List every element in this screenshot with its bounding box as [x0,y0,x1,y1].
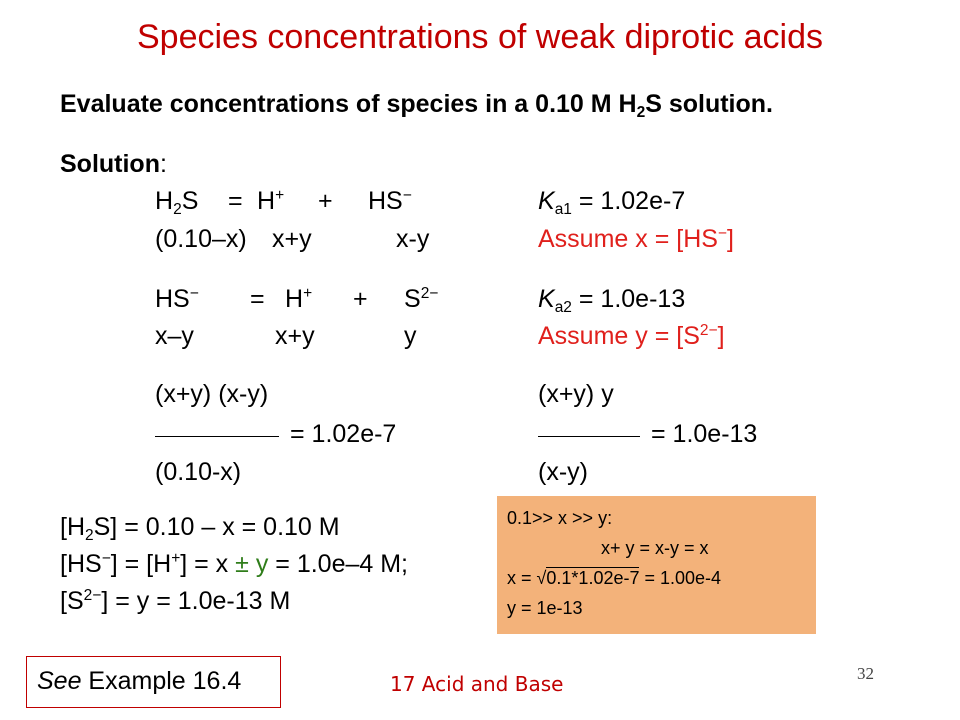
slide-title: Species concentrations of weak diprotic acids [136,18,824,56]
assume-y: Assume $y = [S^{2-}]$ [538,322,725,350]
eq1-hs-ion: HS− [368,187,412,215]
row2-col1: x–y [155,322,194,350]
eq1-h-ion: H+ [257,187,285,215]
eq2-h-ion: H+ [285,285,313,313]
eq2-hs: HS− [155,285,199,313]
frac2-equals: = 1.0e-13 [651,420,758,448]
row1-col1: (0.10–x) [155,225,247,253]
solution-colon: : [159,150,167,178]
see-example-text: See Example 16.4 [37,667,242,695]
problem-text-end: S solution. [645,90,773,118]
ka2-value: $K_{a2} = 1.0e-13$ [538,285,686,317]
eq2-s-ion: $S^{2-}$ [404,285,439,313]
result-hs: [HS−] = [H+] = x ± y = 1.0e–4 M; [60,550,409,578]
row2-col3: y [404,322,417,350]
problem-sub: 2 [636,104,646,122]
frac2-numerator: (x+y) y [538,380,614,408]
frac1-denominator: (0.10-x) [155,458,242,486]
note-line-2: x+ y = x-y = x [601,538,709,558]
frac2-bar [538,436,640,437]
note-line-1: 0.1>> x >> y: [507,508,613,528]
frac1-equals: = 1.02e-7 [290,420,397,448]
eq1-h2s: $H_2S$ [155,187,199,219]
ka1-value: $K_{a1} = 1.02e-7$ [538,187,686,219]
frac1-bar [155,436,279,437]
page-number: 32 [857,664,874,683]
problem-statement [60,90,773,122]
eq1-equals: = [228,187,243,215]
assume-x: Assume x = [HS−] [538,225,734,253]
approximation-note [497,496,816,634]
footer-text: 17 Acid and Base [390,672,564,696]
result-s: $[S^{2-}] = y = 1.0e-13$ M [60,587,291,615]
row1-col2: x+y [272,225,312,253]
note-line-4: y = 1e-13 [507,598,583,618]
note-line-3: x = √0.1*1.02e-7 = 1.00e-4 [507,568,722,588]
see-example-box [26,656,281,708]
solution-heading [60,150,167,179]
row1-col3: x-y [396,225,430,253]
eq2-equals: = [250,285,265,313]
eq2-plus: + [353,285,368,313]
frac2-denominator: (x-y) [538,458,588,486]
eq1-plus: + [318,187,333,215]
solution-label: Solution [60,150,160,178]
problem-text: Evaluate concentrations of species in a 0.10 M H [60,90,637,118]
result-h2s: $[H_2S] = 0.10 - x = 0.10$ M [60,513,340,545]
frac1-numerator: (x+y) (x-y) [155,380,269,408]
row2-col2: x+y [275,322,315,350]
